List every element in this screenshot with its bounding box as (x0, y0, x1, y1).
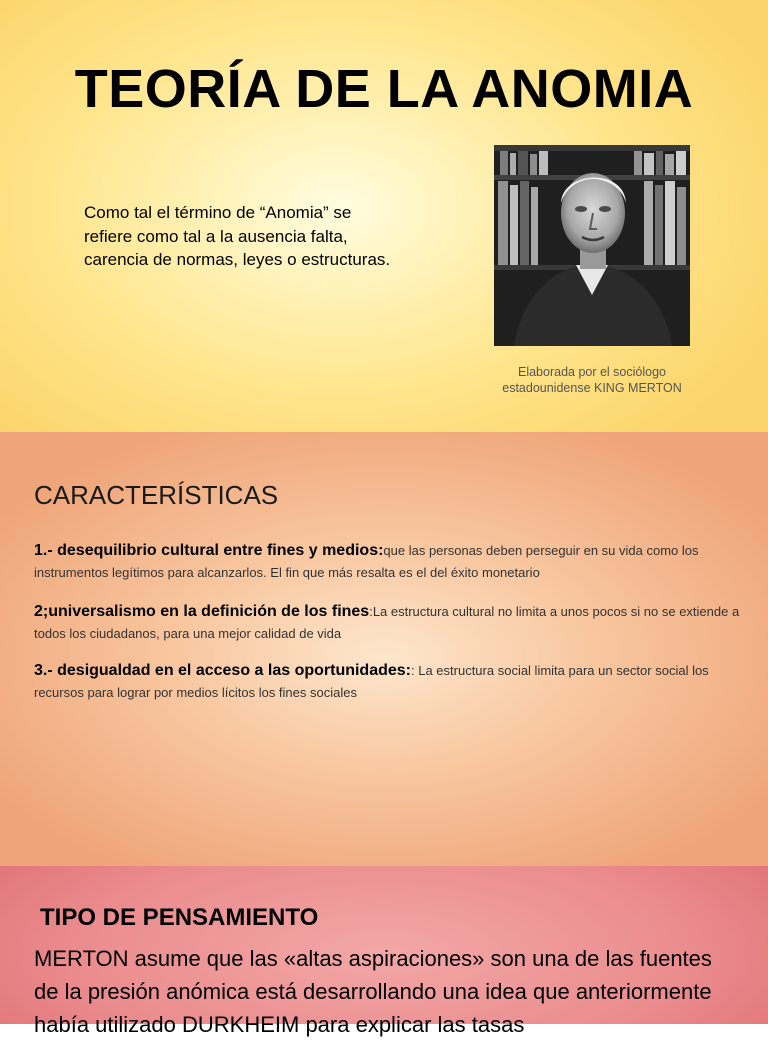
item-2-lead: 2;universalismo en la definición de los fines (34, 603, 370, 620)
caption-line-1: Elaborada por el sociólogo (517, 365, 667, 379)
caption-line-2: estadounidense KING MERTON (502, 381, 682, 395)
intro-paragraph: Como tal el término de “Anomia” se refiere como tal a la ausencia falta, carencia de normas, leyes o estructuras. (84, 203, 391, 269)
characteristic-item-1 (34, 540, 740, 584)
slide-thought-type (0, 866, 768, 1037)
portrait-photo (494, 145, 690, 346)
item-3-text: : La estructura social limita para un sector social los recursos para lograr por medios lícitos los fines sociales (34, 663, 709, 700)
thought-type-heading: TIPO DE PENSAMIENTO (40, 904, 319, 931)
item-1-text: que las personas deben perseguir en su vida como los instrumentos legítimos para alcanzarlos. El fin que más resalta es el del éxito monetario (34, 543, 699, 580)
item-1-lead: 1.- desequilibrio cultural entre fines y medios: (34, 542, 384, 559)
photo-caption (470, 364, 714, 396)
item-3-lead: 3.- desigualdad en el acceso a las oportunidades: (34, 662, 411, 679)
slide-characteristics (0, 432, 768, 866)
characteristic-item-2 (34, 601, 740, 645)
characteristic-item-3 (34, 660, 740, 704)
slide-title-heading: TEORÍA DE LA ANOMIA (74, 59, 694, 119)
slide-title (0, 0, 768, 432)
thought-type-body: MERTON asume que las «altas aspiraciones» son una de las fuentes de la presión anómica está desarrollando una idea que anteriormente había utilizado DURKHEIM para explicar las tasas (34, 946, 712, 1037)
characteristics-heading: CARACTERÍSTICAS (34, 480, 279, 510)
item-2-text: :La estructura cultural no limita a unos pocos si no se extiende a todos los ciudadanos, para una mejor calidad de vida (34, 604, 740, 641)
